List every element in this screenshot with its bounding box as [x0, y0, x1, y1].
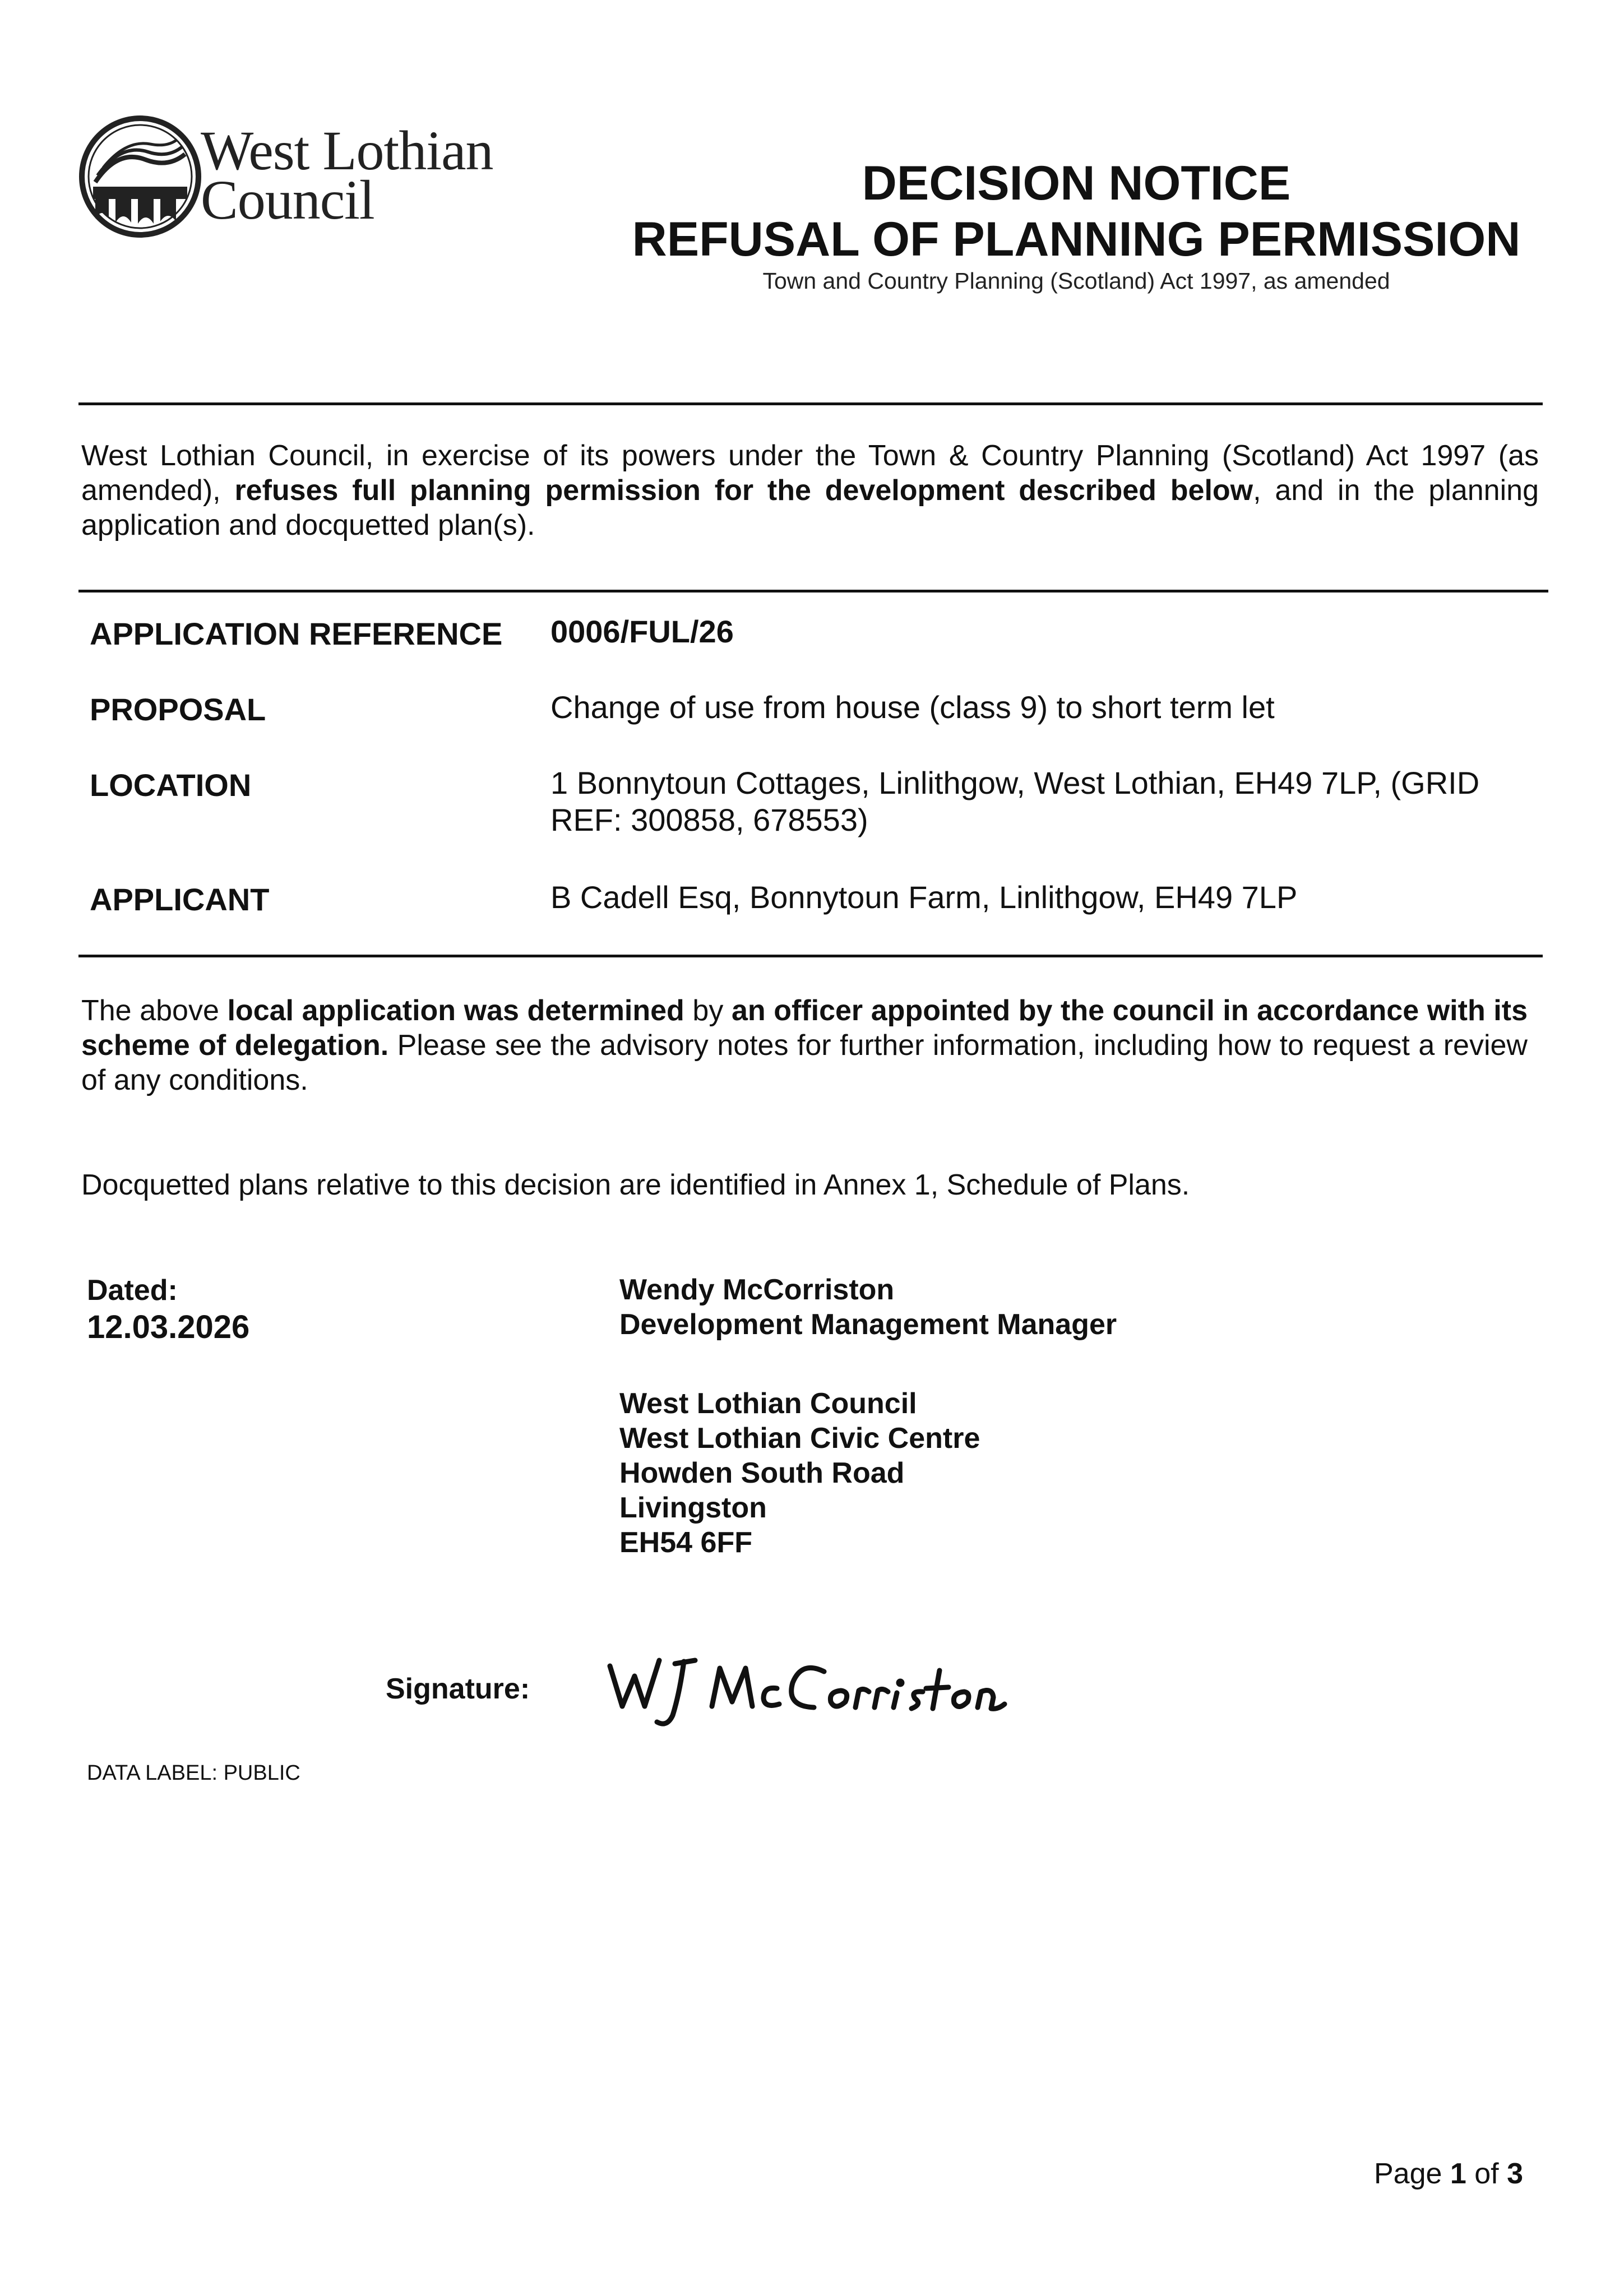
document-subtitle: REFUSAL OF PLANNING PERMISSION — [632, 212, 1521, 266]
legislation-reference: Town and Country Planning (Scotland) Act 1997, as amended — [762, 268, 1390, 294]
applicant-label: APPLICANT — [90, 882, 270, 917]
address-line: EH54 6FF — [619, 1526, 752, 1559]
divider-application-bottom — [78, 955, 1543, 957]
signatory-block — [619, 1272, 1117, 1342]
determination-bold-1: local application was determined — [227, 994, 684, 1027]
dated-value: 12.03.2026 — [87, 1309, 250, 1345]
address-line: Livingston — [619, 1492, 767, 1524]
dated-label: Dated: — [87, 1274, 178, 1307]
signatory-role: Development Management Manager — [619, 1308, 1117, 1341]
handwritten-signature — [605, 1644, 1054, 1733]
signature-label: Signature: — [386, 1673, 530, 1705]
page-prefix: Page — [1374, 2158, 1450, 2190]
intro-paragraph — [81, 438, 1539, 543]
address-line: West Lothian Council — [619, 1387, 917, 1420]
council-address — [619, 1386, 980, 1560]
address-line: West Lothian Civic Centre — [619, 1422, 980, 1455]
location-value — [550, 765, 1479, 839]
applicant-value: B Cadell Esq, Bonnytoun Farm, Linlithgow, EH49 7LP — [550, 879, 1298, 915]
page-current: 1 — [1450, 2158, 1466, 2190]
page-total: 3 — [1507, 2158, 1523, 2190]
determination-paragraph — [81, 993, 1528, 1098]
viaduct-emblem-icon — [78, 115, 202, 238]
reference-value: 0006/FUL/26 — [550, 614, 734, 649]
determination-bold-2: an officer appointed by the council in accordance with its scheme of delegation. — [81, 994, 1528, 1062]
divider-top — [78, 402, 1543, 405]
intro-text-1: West Lothian Council, in exercise of its powers under the Town & Country Planning (Scotland) Act 1997 (as amended), — [81, 439, 1539, 507]
docquetted-plans-note: Docquetted plans relative to this decision are identified in Annex 1, Schedule of Plans. — [81, 1169, 1190, 1201]
logo-line-2: Council — [201, 169, 374, 231]
intro-text-2: , and in the planning application and docquetted plan(s). — [81, 474, 1539, 541]
address-line: Howden South Road — [619, 1457, 905, 1489]
logo-text — [201, 119, 493, 231]
data-label: DATA LABEL: PUBLIC — [87, 1761, 300, 1785]
signatory-name: Wendy McCorriston — [619, 1274, 895, 1306]
document-title: DECISION NOTICE — [862, 156, 1291, 210]
reference-label: APPLICATION REFERENCE — [90, 616, 503, 651]
proposal-label: PROPOSAL — [90, 692, 266, 727]
determination-text-2: by — [684, 994, 732, 1027]
divider-application-top — [78, 590, 1548, 592]
proposal-value: Change of use from house (class 9) to short term let — [550, 689, 1275, 725]
logo-line-1: West Lothian — [201, 119, 493, 182]
intro-bold: refuses full planning permission for the development described below — [234, 474, 1253, 507]
council-logo — [78, 115, 527, 244]
determination-text-3: Please see the advisory notes for further information, including how to request a review of any conditions. — [81, 1029, 1528, 1096]
location-line-2: REF: 300858, 678553) — [550, 802, 868, 837]
page-number — [1374, 2157, 1523, 2191]
location-line-1: 1 Bonnytoun Cottages, Linlithgow, West Lothian, EH49 7LP, (GRID — [550, 765, 1480, 800]
location-label: LOCATION — [90, 767, 252, 803]
determination-text-1: The above — [81, 994, 228, 1027]
page-middle: of — [1466, 2158, 1507, 2190]
